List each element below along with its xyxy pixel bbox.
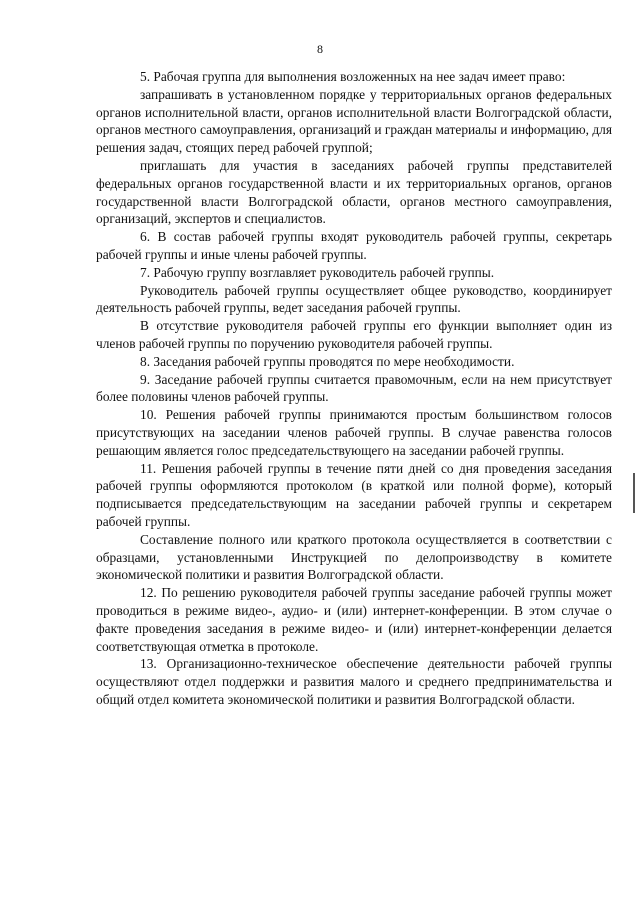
paragraph-request-materials: запрашивать в установленном порядке у территориальных органов федеральных органов исполнительной власти, органов исполнительной власти Волгоградской области, органов местного самоуправления, организаций и граждан материалы и информацию, для решения задач, стоящих перед рабочей группой;: [96, 86, 612, 156]
paragraph-7-leader: 7. Рабочую группу возглавляет руководитель рабочей группы.: [140, 264, 495, 280]
paragraph-9-quorum: 9. Заседание рабочей группы считается правомочным, если на нем присутствует более половины членов рабочей группы.: [96, 371, 612, 405]
paragraph-6-composition: 6. В состав рабочей группы входят руководитель рабочей группы, секретарь рабочей группы и иные члены рабочей группы.: [96, 229, 612, 262]
document-body: [96, 68, 612, 709]
paragraph-leader-absence: В отсутствие руководителя рабочей группы его функции выполняет один из членов рабочей группы по поручению руководителя рабочей группы.: [96, 318, 612, 351]
paragraph-protocol-format: Составление полного или краткого протокола осуществляется в соответствии с образцами, установленными Инструкцией по делопроизводству в комитете экономической политики и развития Волгоградской области.: [96, 531, 612, 583]
scan-edge-mark: [633, 473, 635, 513]
paragraph-12-remote-meeting: 12. По решению руководителя рабочей группы заседание рабочей группы может проводиться в режиме видео-, аудио- и (или) интернет-конференции. В этом случае о факте проведения заседания в режиме видео- и (или) интернет-конференции делается соответствующая отметка в протоколе.: [96, 585, 612, 654]
paragraph-11-protocol: 11. Решения рабочей группы в течение пяти дней со дня проведения заседания рабочей группы оформляются протоколом (в краткой или полной форме), который подписывается председательствующим на заседании рабочей группы и секретарем рабочей группы.: [96, 460, 612, 529]
page-number: 8: [317, 42, 323, 56]
paragraph-leader-duties: Руководитель рабочей группы осуществляет общее руководство, координирует деятельность рабочей группы, ведет заседания рабочей группы.: [96, 282, 612, 316]
paragraph-5-rights: 5. Рабочая группа для выполнения возложенных на нее задач имеет право:: [140, 69, 566, 84]
paragraph-10-decisions: 10. Решения рабочей группы принимаются простым большинством голосов присутствующих на заседании членов рабочей группы. В случае равенства голосов решающим является голос председательствующего на заседании рабочей группы.: [96, 407, 612, 458]
paragraph-8-meetings: 8. Заседания рабочей группы проводятся по мере необходимости.: [140, 353, 515, 369]
paragraph-invite-participants: приглашать для участия в заседаниях рабочей группы представителей федеральных органов государственной власти и их территориальных органов, органов государственной власти Волгоградской области, органов местного самоуправления, организаций, экспертов и специалистов.: [96, 157, 612, 227]
paragraph-13-support: 13. Организационно-техническое обеспечение деятельности рабочей группы осуществляют отдел поддержки и развития малого и среднего предпринимательства и общий отдел комитета экономической политики и развития Волгоградской области.: [96, 656, 612, 707]
